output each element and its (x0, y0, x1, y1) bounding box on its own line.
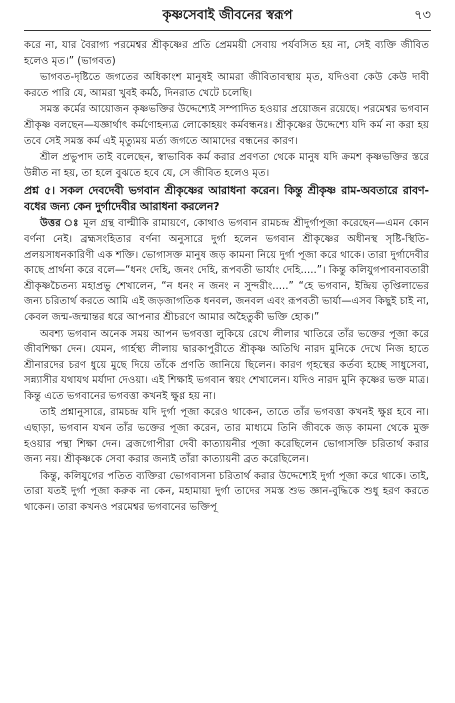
answer-text: মূল গ্রন্থ বাল্মীকি রামায়ণে, কোথাও ভগবান রামচন্দ্র শ্রীদুর্গাপূজা করেছেন—এমন কোন বর্ণনা নেই। ব্রহ্মসংহিতার বর্ণনা অনুসারে দুর্গা হলেন ভগবান শ্রীকৃষ্ণের অধীনস্থ সৃষ্টি-স্থিতি-প্রলয়সাধনকারিণী এক শক্তি। ভোগাসক্ত মানুষ জড় কামনা নিয়ে দুর্গা পূজা করে থাকে। তারা দুর্গাদেবীর কাছে প্রার্থনা করে বলে—“ধনং দেহি, জনং দেহি, রূপবতী ভার্যাং দেহি.....”। কিন্তু কলিযুগপাবনাবতারী শ্রীকৃষ্ণচৈতন্য মহাপ্রভু শেখালেন, “ন ধনং ন জনং ন সুন্দরীং.....” “হে ভগবান, ইন্দ্রিয় তৃপ্তিলাভের জন্য চরিতার্থ করতে আমি এই জড়জাগতিক ধনবল, জনবল এবং রূপবতী ভার্যা—এসব কিছুই চাই না, কেবল জন্ম-জন্মান্তর ধরে আপনার শ্রীচরণে আমার অহৈতুকী ভক্তি হোক।” (24, 218, 429, 323)
paragraph-4: শ্রীল প্রভুপাদ তাই বলেছেন, স্বাভাবিক কর্ম করার প্রবণতা থেকে মানুষ যদি ক্রমশ কৃষ্ণভক্তির স্তরে উন্নীত না হয়, তা হলে বুঝতে হবে যে, সে জীবিত হলেও মৃত। (24, 152, 429, 179)
page-header (24, 6, 431, 31)
chapter-title: কৃষ্ণসেবাই জীবনের স্বরূপ (162, 8, 293, 23)
answer-block (24, 216, 429, 325)
page-body (24, 38, 429, 699)
paragraph-3: সমস্ত কর্মের আয়োজন কৃষ্ণভক্তির উদ্দেশ্যেই সম্পাদিত হওয়ার প্রয়োজন রয়েছে। পরমেশ্বর ভগবান শ্রীকৃষ্ণ বলছেন—যজ্ঞার্থাৎ কর্মণোহন্যত্র লোকোহয়ং কর্মবন্ধনঃ। শ্রীকৃষ্ণের উদ্দেশ্যে যদি কর্ম না করা হয় তবে সেই সমস্ত কর্ম এই মৃত্যুময় মর্ত্য জগতে আমাদের বন্ধনের কারণ। (24, 104, 429, 147)
answer-label: উত্তর ঃ (40, 218, 80, 230)
paragraph-7: কিন্তু, কলিযুগের পতিত ব্যক্তিরা ভোগবাসনা চরিতার্থ করার উদ্দেশ্যেই দুর্গা পূজা করে থাকে। তাই, তারা যতই দুর্গা পূজা করুক না কেন, মহামায়া দুর্গা তাদের সমস্ত শুভ জ্ঞান-বুদ্ধিকে শুধু হরণ করতে থাকেন। তারা কখনও পরমেশ্বর ভগবানের ভক্তিপূ (24, 470, 429, 514)
paragraph-6: তাই প্রশ্নানুসারে, রামচন্দ্র যদি দুর্গা পূজা করেও থাকেন, তাতে তাঁর ভগবত্তা কখনই ক্ষুণ্ণ হবে না। এছাড়া, ভগবান যখন তাঁর ভক্তের পূজা করেন, তার মাধ্যমে তিনি জীবকে জড় কামনা থেকে মুক্ত হওয়ার পন্থা শিক্ষা দেন। ব্রজগোপীরা দেবী কাত্যায়নীর পূজা করেছিলেন ভোগাসক্তি চরিতার্থ করার জন্য নয়। শ্রীকৃষ্ণকে সেবা করার জন্যই তাঁরা কাত্যায়নী ব্রত করেছিলেন। (24, 407, 429, 466)
question-block (24, 183, 429, 215)
paragraph-5: অবশ্য ভগবান অনেক সময় আপন ভগবত্তা লুকিয়ে রেখে লীলার খাতিরে তাঁর ভক্তের পূজা করে জীবশিক্ষা দেন। যেমন, গার্হস্থ্য লীলায় দ্বারকাপুরীতে শ্রীকৃষ্ণ অতিথি নারদ মুনিকে দেখে নিজ হাতে শ্রীনারদের চরণ ধুয়ে মুছে দিয়ে তাঁকে প্রণতি জানিয়ে ছিলেন। কারণ গৃহস্থের কর্তব্য হচ্ছে সাধুসেবা, সন্ন্যাসীর যথাযথ মর্যাদা দেওয়া। এই শিক্ষাই ভগবান স্বয়ং শেখালেন। যদিও নারদ মুনি কৃষ্ণের ভক্ত মাত্র। কিন্তু এতে ভগবানের ভগবত্তা কখনই ক্ষুণ্ণ হয় না। (24, 328, 429, 402)
question-text: সকল দেবদেবী ভগবান শ্রীকৃষ্ণের আরাধনা করেন। কিন্তু শ্রীকৃষ্ণ রাম-অবতারে রাবণ-বধের জন্য কেন দুর্গাদেবীর আরাধনা করলেন? (24, 184, 429, 214)
paragraph-1: করে না, যার বৈরাগ্য পরমেশ্বর শ্রীকৃষ্ণের প্রতি প্রেমময়ী সেবায় পর্যবসিত হয় না, সেই ব্যক্তি জীবিত হলেও মৃত।” (ভাগবত) (24, 40, 429, 67)
page-number: ৭৩ (414, 8, 431, 23)
paragraph-2: ভাগবত-দৃষ্টিতে জগতের অধিকাংশ মানুষই আমরা জীবিতাবস্থায় মৃত, যদিওবা কেউ কেউ দাবী করতে পারি যে, আমরা খুবই কর্মঠ, দিনরাত খেটে চলেছি। (24, 72, 429, 99)
question-label: প্রশ্ন ৫। (24, 184, 55, 198)
